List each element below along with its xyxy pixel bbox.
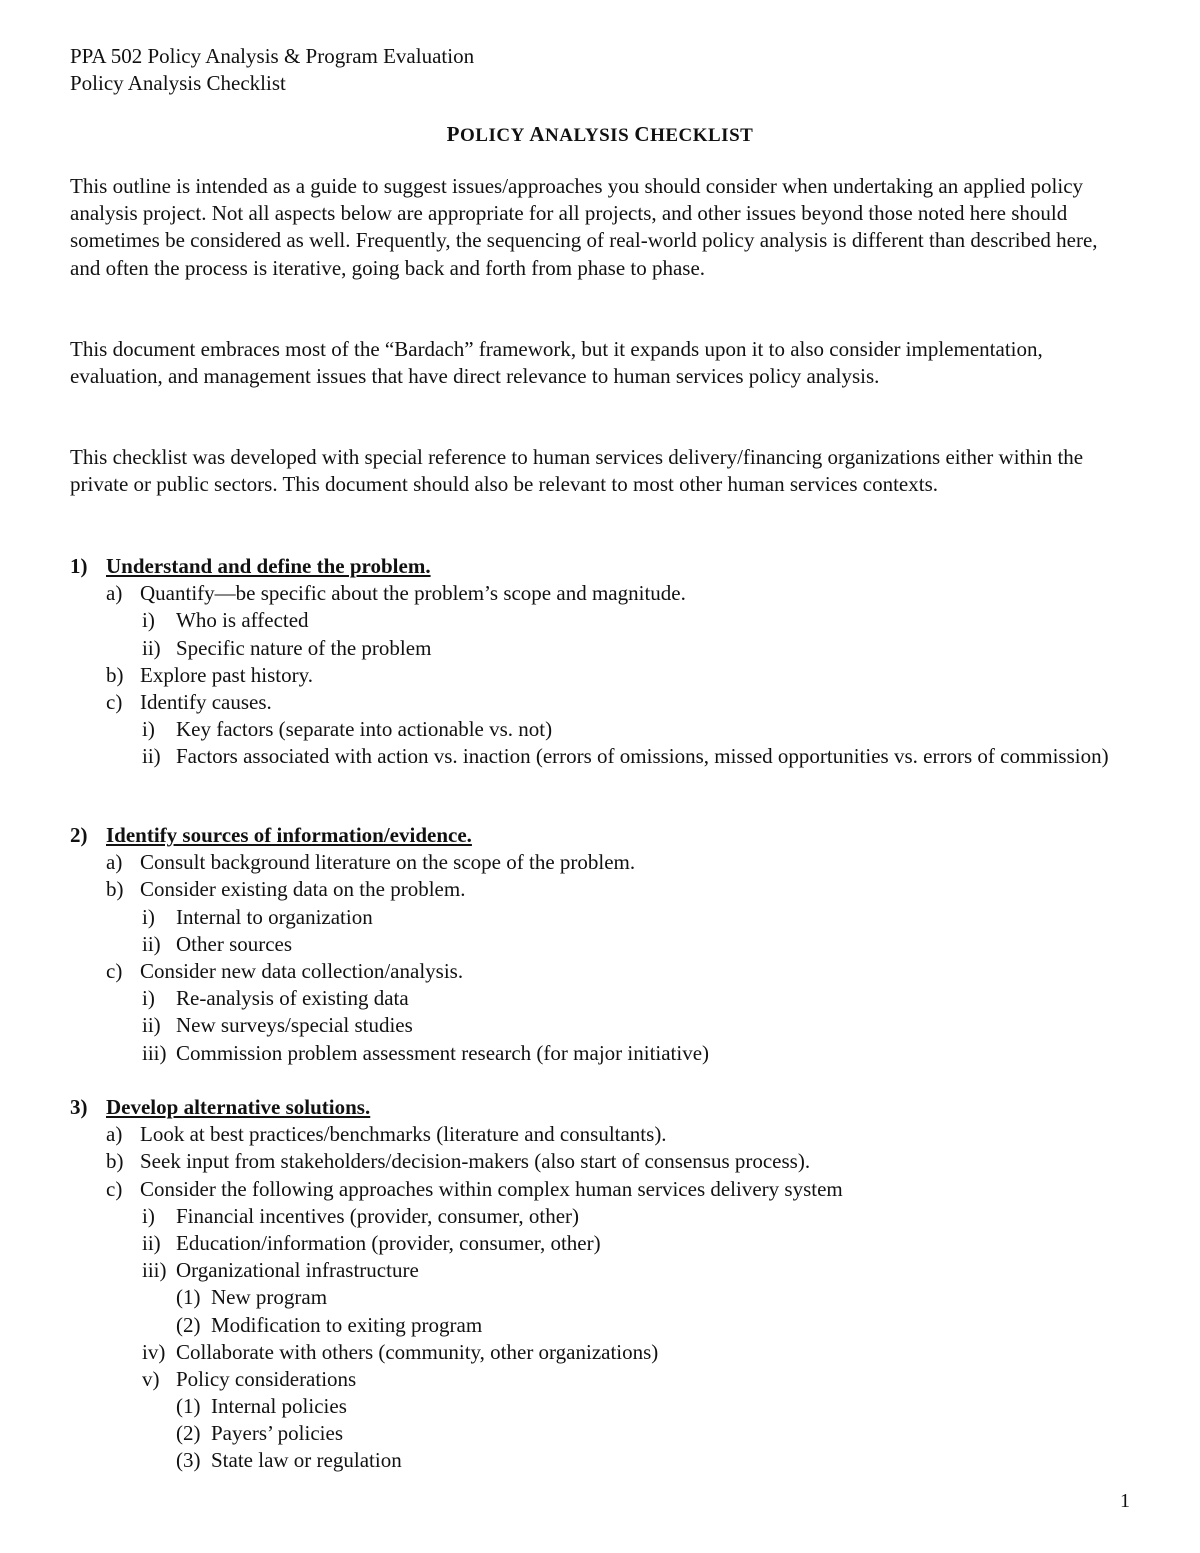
section-number: 2) xyxy=(70,823,88,847)
list-item: ii) New surveys/special studies xyxy=(142,1013,413,1038)
list-item: i) Re-analysis of existing data xyxy=(142,986,409,1011)
section-heading: Understand and define the problem. xyxy=(106,554,431,578)
list-item: c) Consider the following approaches within complex human services delivery system xyxy=(106,1176,843,1201)
intro-paragraph: This checklist was developed with special reference to human services delivery/financing organizations either within the private or public sectors. This document should also be relevant to most other human services contexts. xyxy=(70,445,1084,497)
section-heading: Identify sources of information/evidence. xyxy=(106,823,472,847)
list-item: i) Who is affected xyxy=(142,608,309,633)
list-item: a) Consult background literature on the scope of the problem. xyxy=(106,850,636,875)
list-item: iii) Commission problem assessment research (for major initiative) xyxy=(142,1040,710,1065)
list-item: a) Quantify—be specific about the problem’s scope and magnitude. xyxy=(106,581,686,606)
list-item: (2) Payers’ policies xyxy=(176,1421,343,1446)
list-item: (3) State law or regulation xyxy=(176,1448,402,1473)
list-item: ii) Factors associated with action vs. inaction (errors of omissions, missed opportunities vs. errors of commission) xyxy=(142,744,1109,769)
list-item: (1) Internal policies xyxy=(176,1394,347,1419)
list-item: ii) Other sources xyxy=(142,931,293,956)
section-number: 3) xyxy=(70,1095,88,1119)
section-number: 1) xyxy=(70,554,88,578)
list-item: i) Key factors (separate into actionable vs. not) xyxy=(142,717,553,742)
list-item: c) Consider new data collection/analysis. xyxy=(106,958,464,983)
section-heading: Develop alternative solutions. xyxy=(106,1095,371,1119)
list-item: ii) Specific nature of the problem xyxy=(142,635,432,660)
header-course-line: PPA 502 Policy Analysis & Program Evaluation xyxy=(70,44,475,68)
list-item: iv) Collaborate with others (community, other organizations) xyxy=(142,1339,659,1364)
list-item: b) Seek input from stakeholders/decision-makers (also start of consensus process). xyxy=(106,1149,811,1174)
list-item: i) Internal to organization xyxy=(142,904,373,929)
list-item: (1) New program xyxy=(176,1285,328,1310)
header-doc-line: Policy Analysis Checklist xyxy=(70,71,286,95)
running-header xyxy=(70,43,474,97)
list-item: i) Financial incentives (provider, consumer, other) xyxy=(142,1203,580,1228)
list-item: ii) Education/information (provider, consumer, other) xyxy=(142,1230,601,1255)
section-understand-problem xyxy=(70,553,1130,771)
section-sources-of-information xyxy=(70,822,1130,1067)
list-item: c) Identify causes. xyxy=(106,689,272,714)
list-item: iii) Organizational infrastructure xyxy=(142,1258,419,1283)
intro-paragraph: This document embraces most of the “Bardach” framework, but it expands upon it to also consider implementation, evaluation, and management issues that have direct relevance to human services policy analysis. xyxy=(70,337,1043,389)
list-item: a) Look at best practices/benchmarks (literature and consultants). xyxy=(106,1122,667,1147)
page-number: 1 xyxy=(1120,1490,1130,1512)
list-item: b) Explore past history. xyxy=(106,662,314,687)
intro-paragraph: This outline is intended as a guide to suggest issues/approaches you should consider when undertaking an applied policy analysis project. Not all aspects below are appropriate for all projects, and other issues beyond those noted here should sometimes be considered as well. Frequently, the sequencing of real-world policy analysis is different than described here, and often the process is iterative, going back and forth from phase to phase. xyxy=(70,174,1098,280)
page-title: POLICY ANALYSIS CHECKLIST xyxy=(446,122,754,146)
list-item: (2) Modification to exiting program xyxy=(176,1312,483,1337)
section-alternative-solutions xyxy=(70,1094,1130,1475)
list-item: v) Policy considerations xyxy=(142,1366,357,1391)
list-item: b) Consider existing data on the problem. xyxy=(106,877,466,902)
